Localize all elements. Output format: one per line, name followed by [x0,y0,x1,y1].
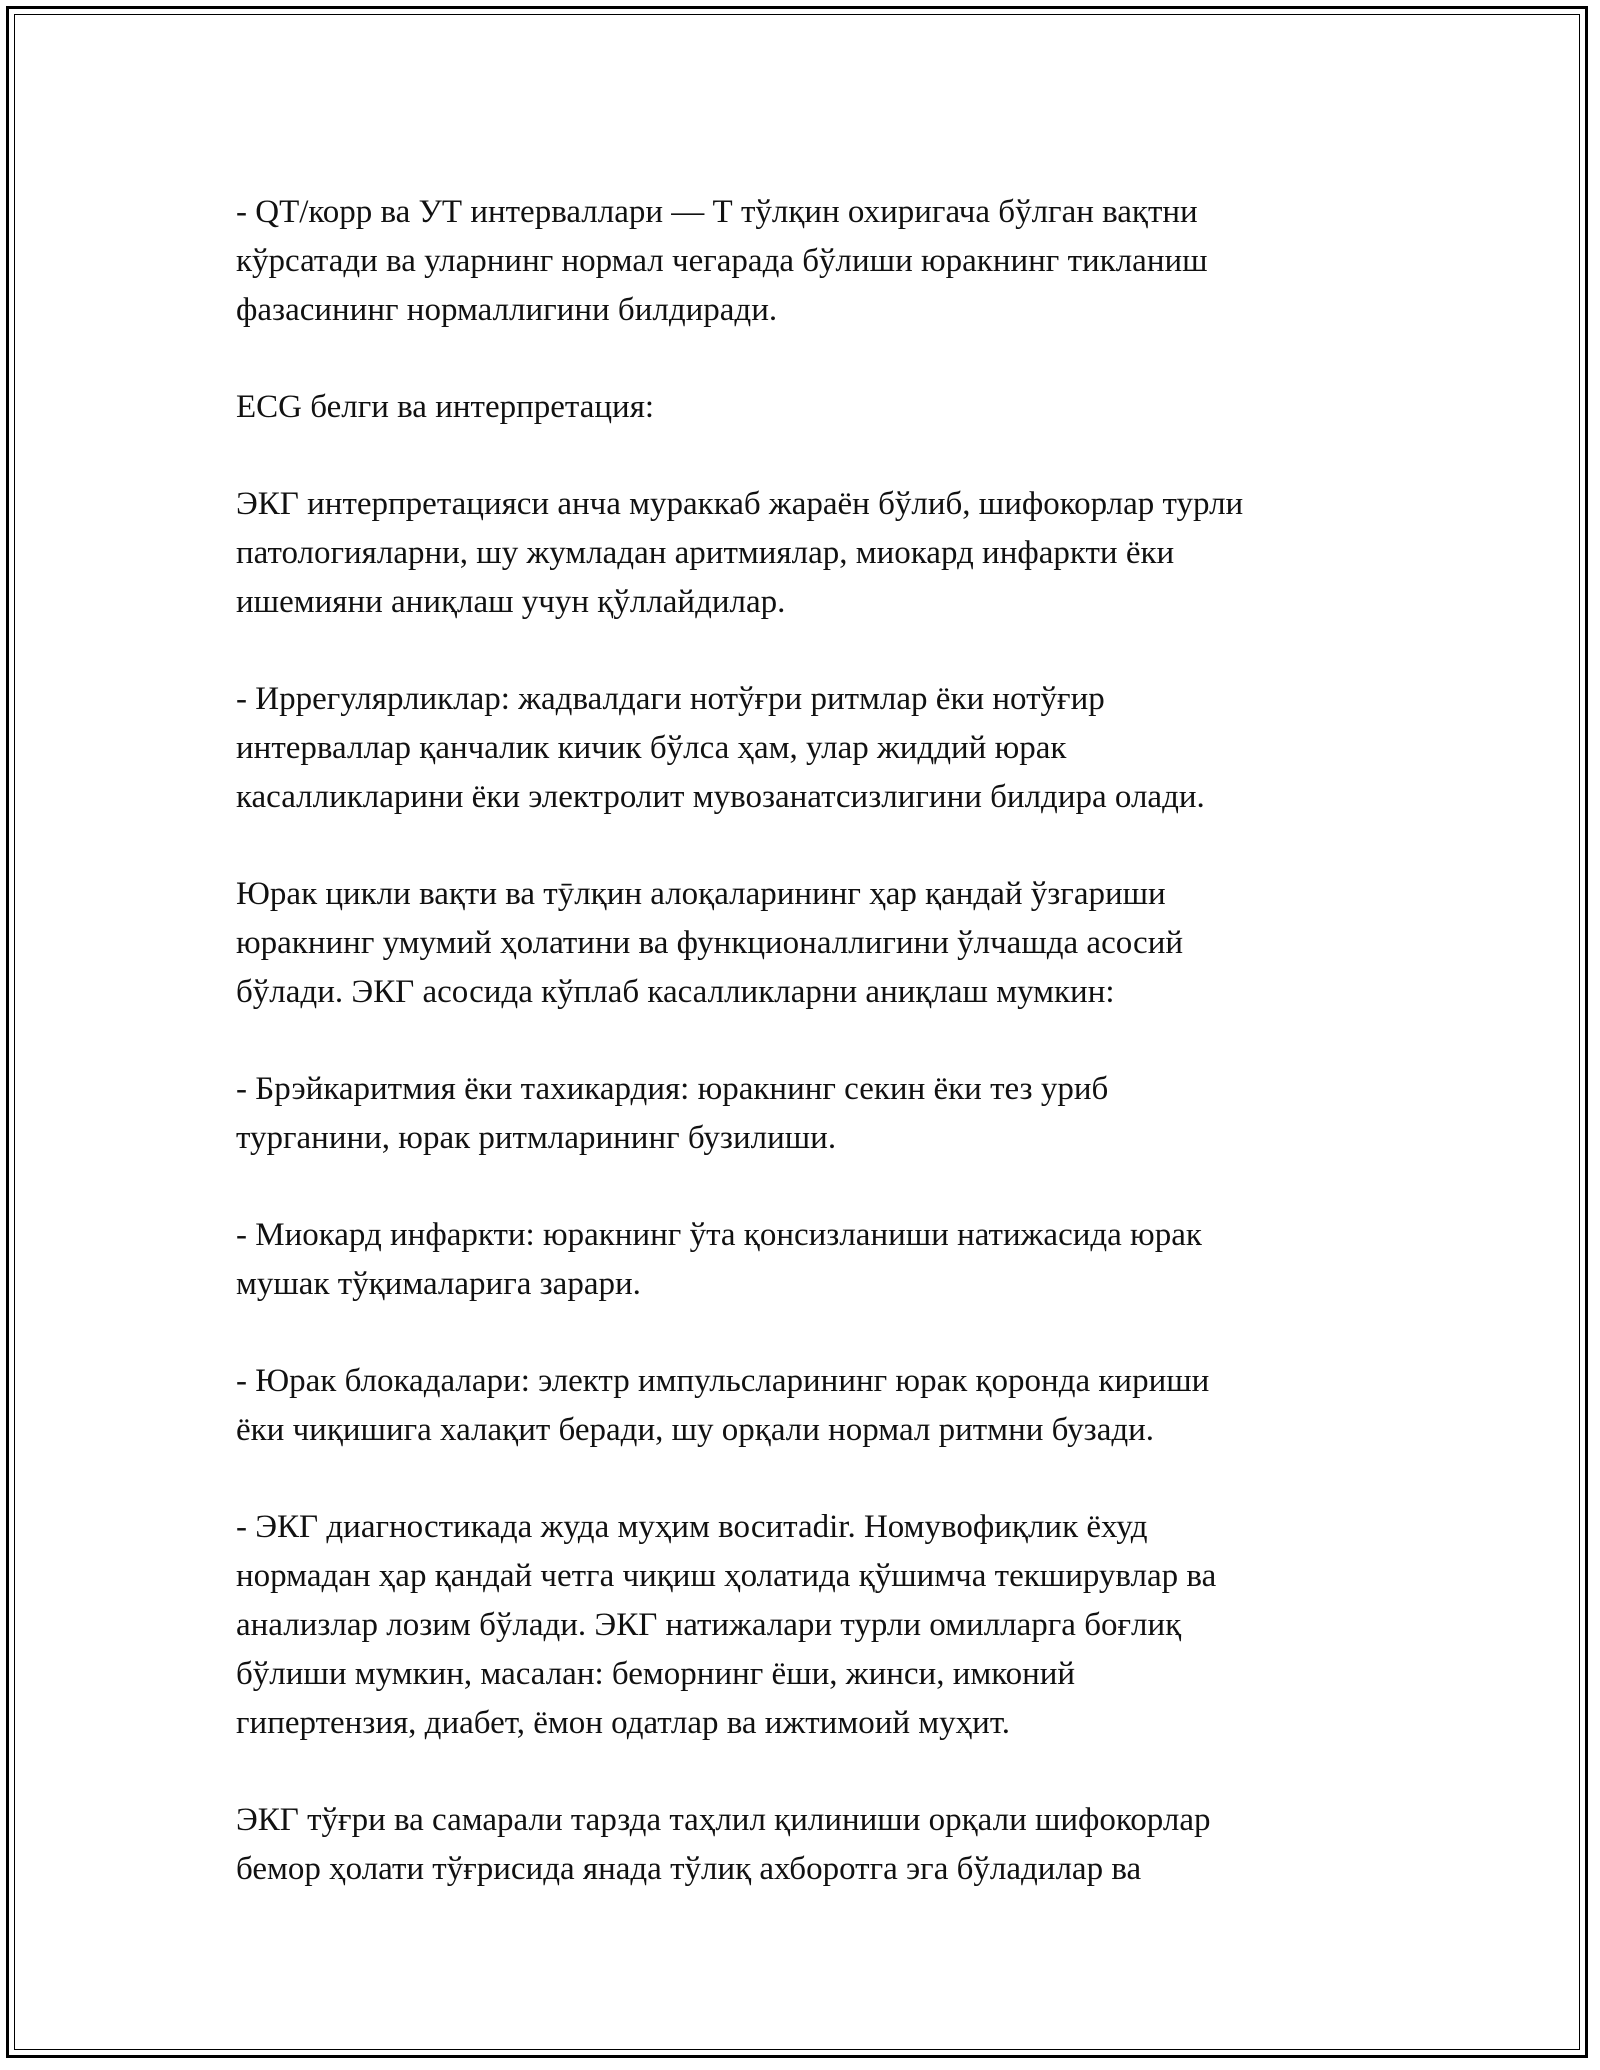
paragraph-myocardial-infarction [236,1211,1396,1309]
document-body [236,188,1396,1942]
text-line: бемор ҳолати тўғрисида янада тўлиқ ахборотга эга бўладилар ва [236,1851,1142,1887]
text-line: - Миокард инфаркти: юракнинг ўта қонсизланиши натижасида юрак [236,1217,1202,1253]
text-line: касалликларини ёки электролит мувозанатсизлигини билдира олади. [236,779,1205,815]
text-line: - Юрак блокадалари: электр импульсларининг юрак қоронда кириши [236,1363,1210,1399]
text-line: кўрсатади ва уларнинг нормал чегарада бўлиши юракнинг тикланиш [236,243,1208,279]
text-line: анализлар лозим бўлади. ЭКГ натижалари турли омилларга боғлиқ [236,1607,1182,1643]
text-line: - Брэйкаритмия ёки тахикардия: юракнинг секин ёки тез уриб [236,1071,1109,1107]
text-line: ЭКГ тўғри ва самарали тарзда таҳлил қилиниши орқали шифокорлар [236,1802,1211,1838]
text-line: гипертензия, диабет, ёмон одатлар ва ижтимоий муҳит. [236,1705,1011,1741]
paragraph-interpretation-intro [236,480,1396,627]
paragraph-heart-blocks [236,1357,1396,1455]
text-line: мушак тўқималарига зарари. [236,1266,641,1302]
paragraph-heart-cycle [236,870,1396,1017]
text-line: Юрак цикли вақти ва тӯлқин алоқаларининг ҳар қандай ўзгариши [236,876,1166,912]
paragraph-conclusion [236,1796,1396,1894]
paragraph-irregularities [236,675,1396,822]
paragraph-arrhythmia [236,1065,1396,1163]
text-line: ишемияни аниқлаш учун қўллайдилар. [236,584,786,620]
text-line: - Иррегулярликлар: жадвалдаги нотўғри ритмлар ёки нотўғир [236,681,1105,717]
text-line: юракнинг умумий ҳолатини ва функционаллигини ўлчашда асосий [236,925,1184,961]
text-line: патологияларни, шу жумладан аритмиялар, миокард инфаркти ёки [236,535,1175,571]
text-line: нормадан ҳар қандай четга чиқиш ҳолатида қўшимча текширувлар ва [236,1558,1217,1594]
text-line: бўлади. ЭКГ асосида кўплаб касалликларни аниқлаш мумкин: [236,974,1115,1010]
paragraph-qt-intervals [236,188,1396,335]
text-line: бўлиши мумкин, масалан: беморнинг ёши, жинси, имконий [236,1656,1076,1692]
text-line: - QT/корр ва УТ интерваллари — Т тўлқин охиригача бўлган вақтни [236,194,1198,230]
text-line: - ЭКГ диагностикада жуда муҳим воситаdir. Номувофиқлик ёхуд [236,1509,1148,1545]
text-line: фазасининг нормаллигини билдиради. [236,292,778,328]
text-line: ECG белги ва интерпретация: [236,389,655,425]
paragraph-diagnostics [236,1503,1396,1748]
text-line: турганини, юрак ритмларининг бузилиши. [236,1120,837,1156]
text-line: ёки чиқишига халақит беради, шу орқали нормал ритмни бузади. [236,1412,1155,1448]
text-line: интерваллар қанчалик кичик бўлса ҳам, улар жиддий юрак [236,730,1067,766]
text-line: ЭКГ интерпретацияси анча мураккаб жараён бўлиб, шифокорлар турли [236,486,1244,522]
section-heading-ecg-interpretation [236,383,1396,432]
